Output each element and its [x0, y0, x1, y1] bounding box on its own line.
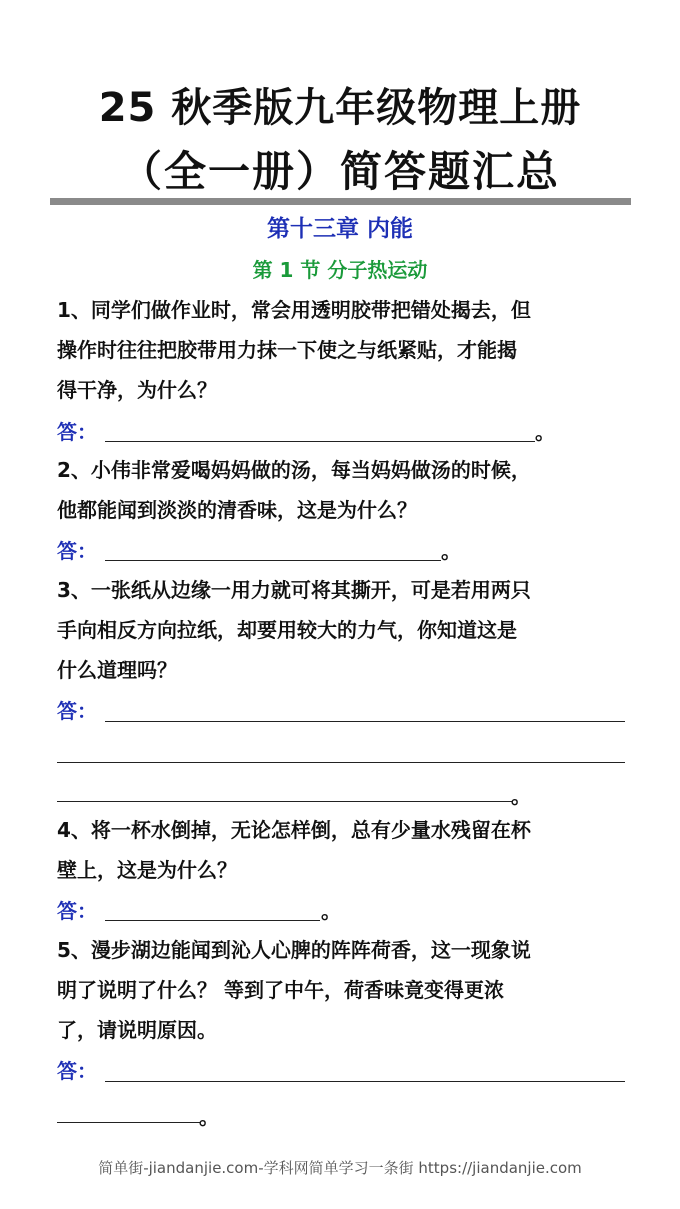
question-1-line-1: 1、同学们做作业时，常会用透明胶带把错处揭去，但 [57, 298, 531, 322]
answer-3-end [511, 778, 571, 814]
answer-4 [57, 893, 637, 929]
question-1-line-2: 操作时往往把胶带用力抹一下使之与纸紧贴，才能揭 [57, 338, 517, 362]
question-1-line-3: 得干净，为什么？ [57, 378, 217, 402]
document-title-line2: （全一册）简答题汇总 [119, 147, 560, 196]
answer-label: 答： [57, 1059, 97, 1083]
answer-label: 答： [57, 899, 97, 923]
document-title-line1: 25 秋季版九年级物理上册 [98, 85, 582, 131]
answer-1 [57, 414, 637, 450]
answer-blank[interactable] [105, 721, 625, 722]
question-3-line-3: 什么道理吗？ [57, 658, 177, 682]
question-5-line-2: 明了说明了什么？ 等到了中午，荷香味竟变得更浓 [57, 978, 504, 1002]
answer-period: 。 [535, 420, 555, 444]
question-3 [57, 570, 632, 690]
answer-blank[interactable] [105, 920, 320, 921]
answer-period: 。 [511, 784, 531, 808]
question-4 [57, 810, 632, 890]
answer-2 [57, 533, 637, 569]
answer-period: 。 [321, 899, 341, 923]
title-divider [50, 198, 631, 205]
question-2 [57, 450, 632, 530]
question-5 [57, 930, 632, 1050]
answer-5-blank-line-2[interactable] [57, 1122, 200, 1123]
section-heading: 第 1 节 分子热运动 [252, 258, 428, 282]
answer-label: 答： [57, 420, 97, 444]
answer-blank[interactable] [105, 560, 441, 561]
answer-label: 答： [57, 539, 97, 563]
question-4-line-1: 4、将一杯水倒掉，无论怎样倒，总有少量水残留在杯 [57, 818, 531, 842]
question-4-line-2: 壁上，这是为什么？ [57, 858, 237, 882]
answer-5-end [199, 1099, 259, 1135]
answer-period: 。 [199, 1105, 219, 1129]
answer-blank[interactable] [105, 1081, 625, 1082]
question-1 [57, 290, 632, 410]
answer-5 [57, 1053, 637, 1089]
page-footer: 简单街-jiandanjie.com-学科网简单学习一条街 https://jiandanjie.com [98, 1159, 582, 1177]
answer-3-blank-line-3[interactable] [57, 801, 512, 802]
answer-3 [57, 693, 637, 729]
question-5-line-1: 5、漫步湖边能闻到沁人心脾的阵阵荷香，这一现象说 [57, 938, 531, 962]
answer-period: 。 [441, 539, 461, 563]
answer-label: 答： [57, 699, 97, 723]
answer-3-blank-line-2[interactable] [57, 762, 625, 763]
question-3-line-2: 手向相反方向拉纸，却要用较大的力气，你知道这是 [57, 618, 517, 642]
question-2-line-1: 2、小伟非常爱喝妈妈做的汤，每当妈妈做汤的时候， [57, 458, 531, 482]
question-5-line-3: 了，请说明原因。 [57, 1018, 217, 1042]
question-3-line-1: 3、一张纸从边缘一用力就可将其撕开，可是若用两只 [57, 578, 531, 602]
chapter-heading: 第十三章 内能 [266, 216, 413, 242]
question-2-line-2: 他都能闻到淡淡的清香味，这是为什么？ [57, 498, 417, 522]
answer-blank[interactable] [105, 441, 535, 442]
